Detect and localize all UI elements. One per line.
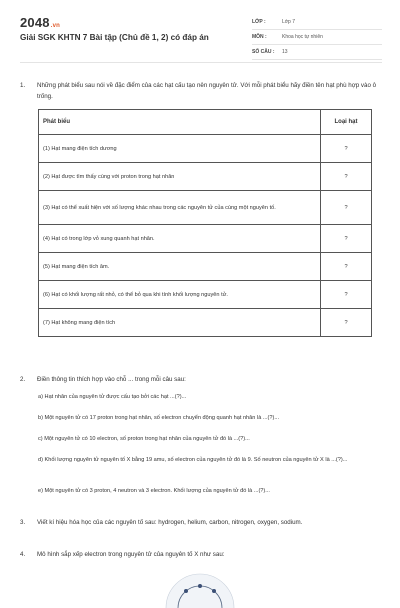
table-row: [39, 281, 372, 309]
table-cell: (3) Hạt có thể xuất hiện với số lượng khác nhau trong các nguyên tử của cùng một nguyên tố.: [39, 191, 321, 225]
table-row: [39, 163, 372, 191]
table-cell: (6) Hạt có khối lượng rất nhỏ, có thể bỏ qua khi tính khối lượng nguyên tử.: [39, 281, 321, 309]
question-2-item-a: a) Hạt nhân của nguyên tử được cấu tạo bởi các hạt ...(?)...: [38, 394, 187, 400]
question-2-item-e: e) Một nguyên tử có 3 proton, 4 neutron và 3 electron. Khối lượng của nguyên tử đó là ...(?)...: [38, 488, 270, 494]
table-row: [39, 309, 372, 337]
table-row: [39, 191, 372, 225]
page-header: [0, 0, 400, 62]
question-2-item-d: d) Khối lượng nguyên tử nguyên tố X bằng 19 amu, số electron của nguyên tử đó là 9. Số neutron của nguyên tử X là ...(?)...: [38, 457, 348, 463]
document-title: Giải SGK KHTN 7 Bài tập (Chủ đề 1, 2) có đáp án: [20, 33, 209, 42]
question-text: Viết kí hiệu hóa học của các nguyên tố sau: hydrogen, helium, carbon, nitrogen, oxygen, sodium.: [37, 519, 303, 526]
meta-row-subject: [252, 30, 382, 45]
meta-key: MÔN :: [252, 34, 267, 40]
question-text: Điền thông tin thích hợp vào chỗ ... trong mỗi câu sau:: [37, 376, 186, 383]
meta-value: Lớp 7: [282, 19, 296, 25]
question-text: Mô hình sắp xếp electron trong nguyên tử của nguyên tố X như sau:: [37, 551, 225, 558]
table-cell: ?: [321, 135, 372, 163]
meta-row-class: [252, 15, 382, 30]
question-number: 4.: [20, 551, 26, 558]
table-header-row: [39, 110, 372, 135]
meta-row-count: [252, 45, 382, 60]
table-row: [39, 135, 372, 163]
table-cell: (5) Hạt mang điện tích âm.: [39, 253, 321, 281]
atom-model-diagram: [165, 568, 235, 608]
logo-tld: .vn: [50, 23, 61, 29]
question-number: 1.: [20, 82, 26, 89]
table-cell: (7) Hạt không mang điện tích: [39, 309, 321, 337]
table-header: Loại hạt: [321, 110, 372, 135]
electron: [198, 584, 202, 588]
meta-info: [252, 15, 382, 60]
particle-table: [38, 109, 372, 337]
outer-shell: [166, 574, 234, 608]
site-logo[interactable]: [20, 15, 60, 30]
table-cell: ?: [321, 281, 372, 309]
question-2-item-b: b) Một nguyên tử có 17 proton trong hạt nhân, số electron chuyển động quanh hạt nhân là ...(?)...: [38, 415, 280, 421]
table-header: Phát biểu: [39, 110, 321, 135]
table-cell: (1) Hạt mang điện tích dương: [39, 135, 321, 163]
table-cell: ?: [321, 163, 372, 191]
table-cell: (4) Hạt có trong lớp vỏ xung quanh hạt nhân.: [39, 225, 321, 253]
header-divider: [20, 62, 382, 63]
question-number: 3.: [20, 519, 26, 526]
question-number: 2.: [20, 376, 26, 383]
electron: [184, 589, 188, 593]
electron: [212, 589, 216, 593]
table-row: [39, 253, 372, 281]
logo-text: 2048: [20, 15, 50, 30]
table-cell: ?: [321, 191, 372, 225]
meta-key: LỚP :: [252, 19, 266, 25]
table-row: [39, 225, 372, 253]
question-text: Những phát biểu sau nói về đặc điểm của các hạt cấu tạo nên nguyên tử. Với mỗi phát biểu hãy điền tên hạt phù hợp vào ô trống.: [37, 82, 377, 100]
table-cell: ?: [321, 225, 372, 253]
table-cell: (2) Hạt được tìm thấy cùng với proton trong hạt nhân: [39, 163, 321, 191]
meta-key: SỐ CÂU :: [252, 49, 275, 55]
meta-value: Khoa học tự nhiên: [282, 34, 323, 40]
meta-value: 13: [282, 49, 288, 55]
question-2-item-c: c) Một nguyên tử có 10 electron, số proton trong hạt nhân của nguyên tử đó là ...(?)...: [38, 436, 250, 442]
table-cell: ?: [321, 309, 372, 337]
table-cell: ?: [321, 253, 372, 281]
